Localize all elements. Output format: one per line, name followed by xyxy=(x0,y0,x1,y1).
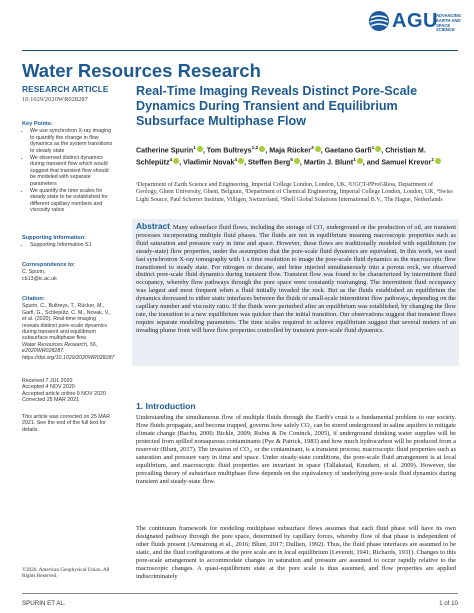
citation-block xyxy=(22,296,114,361)
correspondence-heading: Correspondence to: xyxy=(22,262,76,268)
correspondence-name: C. Spurin, xyxy=(22,269,46,276)
history-dates xyxy=(22,378,114,404)
citation-journal-ref[interactable]: Water Resources Research, 56, e2020WR028287. https://doi.org/10.1029/2020WR028287 xyxy=(22,341,115,361)
key-point: • We observed distinct dynamics during transient flow which would suggest that transient flow should be modeled with separate parameters xyxy=(30,155,114,187)
author-name[interactable]: Steffen Berg xyxy=(248,158,291,167)
author-affiliation-marker: 4 xyxy=(234,157,238,163)
orcid-icon[interactable] xyxy=(197,146,203,152)
author-list: Catherine Spurin$^1$ , Tom Bultreys$^{1,2}$ , Maja Rücker$^3$ , Gaetano Garfi$^1$ , Christian M. Schlepütz$^4$ , Vladimir Novak$^4$ , Steffen Berg$^5$ , Martin J. Blunt$^1$ , and Samuel Krevor$^1$ xyxy=(136,144,456,168)
abstract-text: Many subsurface fluid flows, including the storage of CO₂ underground or the production of oil, are transient processes incorporating multiple fluid phases. The fluids are not in equilibrium meaning macroscopic properties such as fluid saturation and pressure vary in time and space. However, these flows are traditionally modeled with equilibrium (or steady-state) flow properties, under the assumption that the pore-scale fluid dynamics are equivalent. In this work, we used fast synchrotron X-ray tomography with 1 s time resolution to image the pore-scale fluid dynamics as the macroscopic flow transitioned to steady state. For nitrogen or decane, and brine injected simultaneously into a porous rock, we observed distinct pore-scale fluid dynamics during transient flow. Transient flow was found to be characterized by intermittent fluid occupancy, whereby flow pathways through the pore space were constantly rearranging. The intermittent fluid occupancy was largest and most frequent when a fluid initially invaded the rock. But as the fluids established an equilibrium the dynamics decreased to either static interfaces between the fluids or small-scale intermittent flow pathways, depending on the capillary number and viscosity ratio. If the fluids were perturbed after an equilibrium was established, by changing the flow rate, the transition to a new equilibrium was quicker than the initial transition. Our observations suggest that transient flows require separate modeling parameters. The time scales required to achieve equilibrium suggest that several meters of an invading plume front will have flow properties controlled by transient pore-scale fluid dynamics. xyxy=(136,224,456,334)
author-affiliation-marker: 1 xyxy=(353,157,356,163)
abstract xyxy=(136,223,456,335)
article-type: RESEARCH ARTICLE xyxy=(22,85,109,94)
key-point: • We quantify the time scales for steady state to be established for different capillary numbers and viscosity ratios xyxy=(30,188,114,214)
author-affiliation-marker: 1 xyxy=(371,146,375,151)
orcid-icon[interactable] xyxy=(259,146,265,152)
agu-wordmark: AGU xyxy=(392,10,438,32)
author-name[interactable]: Maja Rücker xyxy=(269,146,312,155)
author-name[interactable]: Tom Bultreys xyxy=(206,146,252,155)
author-affiliation-marker: 1 xyxy=(193,146,196,151)
footer-divider xyxy=(22,593,458,594)
globe-icon xyxy=(368,10,390,32)
supporting-item[interactable]: • Supporting Information S1 xyxy=(30,242,114,248)
copyright-notice: ©2020. American Geophysical Union. All Rights Reserved. xyxy=(22,567,110,580)
correspondence-email[interactable]: cb13@ic.ac.uk xyxy=(22,275,57,282)
orcid-icon[interactable] xyxy=(435,158,441,164)
citation-text: Spurin, C., Bultreys, T., Rücker, M., Garfi, G., Schlepütz, C. M., Novak, V., et al. (2020). Real-time imaging reveals distinct pore-scale dynamics during transient and equilibrium subsurface multiphase flow. xyxy=(22,303,111,342)
agu-tagline: ADVANCING EARTH AND SPACE SCIENCE xyxy=(436,13,462,33)
date-accepted: Accepted 4 NOV 2020 xyxy=(22,384,75,391)
author-affiliation-marker: 1 xyxy=(431,157,435,163)
date-online: Accepted article online 9 NOV 2020 xyxy=(22,390,106,397)
author-affiliation-marker: 3 xyxy=(311,146,314,151)
header-divider xyxy=(22,50,458,51)
page-number: 1 of 10 xyxy=(439,600,458,607)
author-affiliation-marker: 4 xyxy=(169,157,173,163)
author-name[interactable]: and Samuel Krevor xyxy=(366,158,432,167)
correction-note: This article was corrected on 25 MAR 2021. See the end of the full text for details. xyxy=(22,414,111,433)
correspondence xyxy=(22,262,114,282)
orcid-icon[interactable] xyxy=(238,158,244,164)
date-received: Received 7 JUL 2020 xyxy=(22,378,73,384)
supporting-heading: Supporting Information: xyxy=(22,235,87,241)
author-name[interactable]: Christian M. Schlepütz xyxy=(136,146,426,167)
agu-logo xyxy=(368,7,468,35)
paragraph: The continuum framework for modeling multiphase subsurface flows assumes that each fluid phase will have its own designated pathway through the pore space, determined by capillary forces, whereby flow of that phase is independent of other fluids present (Armstrong et al., 2016; Blunt, 2017; Dullien, 1992). Thus, the fluid phase interfaces are assumed to be static, and the fluid configurations at the pore scale are in local equilibrium (Leverett, 1941; Richards, 1931). Changes to this pore-scale arrangement to accommodate changes in saturation and pressure are assumed to occur rapidly relative to the macroscopic changes. A quasi-equilibrium state at the pore scale is thus assumed, and flow properties are applied indiscriminately xyxy=(136,525,456,581)
article-title: Real-Time Imaging Reveals Distinct Pore-Scale Dynamics During Transient and Equilibrium Subsurface Multiphase Flow xyxy=(136,84,418,128)
footer-authors: SPURIN ET AL. xyxy=(22,600,66,607)
supporting-info xyxy=(22,235,114,250)
orcid-icon[interactable] xyxy=(294,158,300,164)
journal-title[interactable]: Water Resources Research xyxy=(22,60,261,81)
key-point: • We use synchrotron X-ray imaging to quantify the change in flow dynamics as the system transitions to steady state xyxy=(30,128,114,154)
author-affiliation-marker: 5 xyxy=(290,157,293,163)
author-name[interactable]: Martin J. Blunt xyxy=(303,158,354,167)
orcid-icon[interactable] xyxy=(173,158,179,164)
abstract-label: Abstract xyxy=(136,221,170,231)
author-name[interactable]: Vladimir Novak xyxy=(183,158,235,167)
author-affiliation-marker: 1,2 xyxy=(251,146,259,151)
orcid-icon[interactable] xyxy=(357,158,363,164)
paragraph: Understanding the simultaneous flow of multiple fluids through the Earth's crust is a fundamental problem to our society. How fluids propagate, and become trapped, governs how safely CO₂ can be stored underground in saline aquifers to mitigate climate change (Bachu, 2000; Bickle, 2009; Rubin & De Coninck, 2005), if underground drinking water supplies will be protected from spilled nonaqueous contaminants (Pye & Patrick, 1983) and how much hydrocarbon will be produced from a reservoir (Blunt, 2017). The invasion of CO₂, or the contaminant, is a transient process; macroscopic fluid properties such as saturation and pressure vary in time and space. Under steady-state conditions, the pore-scale fluid arrangement is at local equilibrium, and macroscopic fluid properties are invariant in space (Tallakstad, Knudsen, et al. 2009). However, the prevailing theory of subsurface multiphase flow depends on the equivalency of underlying pore-scale fluid dynamics during transient and steady-state flow. xyxy=(136,414,456,486)
orcid-icon[interactable] xyxy=(315,146,321,152)
key-points xyxy=(22,121,114,215)
orcid-icon[interactable] xyxy=(375,146,381,152)
article-doi[interactable]: 10.1029/2020WR028287 xyxy=(22,96,88,103)
date-corrected: Corrected 25 MAR 2021 xyxy=(22,397,80,404)
affiliations: ¹Department of Earth Science and Engineering, Imperial College London, London, UK, ²UGCT-PProGRess, Department of Geology, Ghent University, Ghent, Belgium, ³Department of Chemical Engineering, Imperial College London, London, UK, ⁴Swiss Light Source, Paul Scherrer Institute, Villigen, Switzerland, ⁵Shell Global Solutions International B.V., The Hague, Netherlands xyxy=(136,182,453,203)
key-points-heading: Key Points: xyxy=(22,121,53,127)
author-name[interactable]: Gaetano Garfi xyxy=(324,146,372,155)
section-heading: 1. Introduction xyxy=(136,401,196,411)
citation-heading: Citation: xyxy=(22,296,45,302)
author-name[interactable]: Catherine Spurin xyxy=(136,146,194,155)
